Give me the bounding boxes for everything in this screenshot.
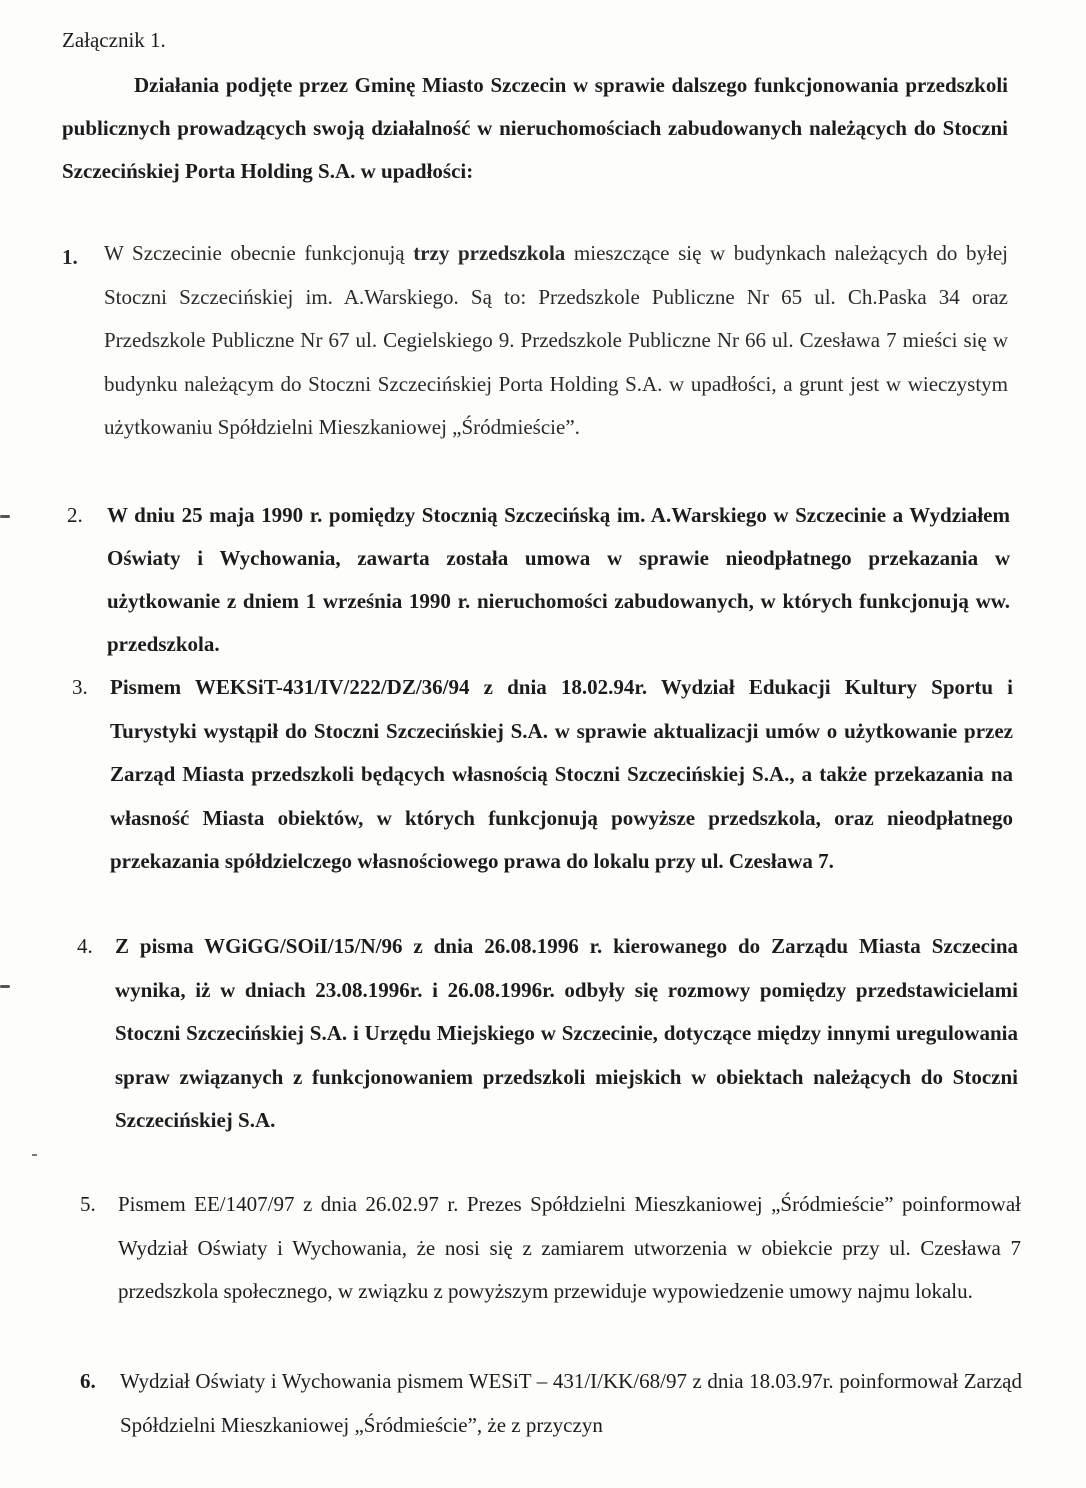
list-item-5	[80, 1183, 1021, 1314]
item-number: 4.	[77, 934, 93, 958]
item-text: W dniu 25 maja 1990 r. pomiędzy Stocznią Szczecińską im. A.Warskiego w Szczecinie a Wydziałem Oświaty i Wychowania, zawarta została umowa w sprawie nieodpłatnego przekazania w użytkowanie z dniem 1 września 1990 r. nieruchomości zabudowanych, w których funkcjonują ww. przedszkola.	[107, 503, 1010, 656]
attachment-header: Załącznik 1.	[62, 28, 166, 52]
item-text: Z pisma WGiGG/SOiI/15/N/96 z dnia 26.08.1996 r. kierowanego do Zarządu Miasta Szczecina wynika, iż w dniach 23.08.1996r. i 26.08.1996r. odbyły się rozmowy pomiędzy przedstawicielami Stoczni Szczecińskiej S.A. i Urzędu Miejskiego w Szczecinie, dotyczące między innymi uregulowania spraw związanych z funkcjonowaniem przedszkoli miejskich w obiektach należących do Stoczni Szczecińskiej S.A.	[115, 934, 1018, 1132]
document-title: Działania podjęte przez Gminę Miasto Szczecin w sprawie dalszego funkcjonowania przedszkoli publicznych prowadzących swoją działalność w nieruchomościach zabudowanych należących do Stoczni Szczecińskiej Porta Holding S.A. w upadłości:	[62, 73, 1008, 183]
item-text-bold: trzy przedszkola	[413, 241, 566, 265]
list-item-4	[77, 925, 1018, 1143]
item-number: 1.	[62, 245, 78, 269]
scan-artifact	[32, 1154, 37, 1156]
list-item-6	[80, 1360, 1022, 1447]
item-text: Pismem EE/1407/97 z dnia 26.02.97 r. Prezes Spółdzielni Mieszkaniowej „Śródmieście” poinformował Wydział Oświaty i Wychowania, że nosi się z zamiarem utworzenia w obiekcie przy ul. Czesława 7 przedszkola społecznego, w związku z powyższym przewiduje wypowiedzenie umowy najmu lokalu.	[118, 1192, 1021, 1303]
item-text-part: W Szczecinie obecnie funkcjonują	[104, 241, 414, 265]
item-text: Pismem WEKSiT-431/IV/222/DZ/36/94 z dnia 18.02.94r. Wydział Edukacji Kultury Sportu i Turystyki wystąpił do Stoczni Szczecińskiej S.A. w sprawie aktualizacji umów o użytkowanie przez Zarząd Miasta przedszkoli będących własnością Stoczni Szczecińskiej S.A., a także przekazania na własność Miasta obiektów, w których funkcjonują powyższe przedszkola, oraz nieodpłatnego przekazania spółdzielczego własnościowego prawa do lokalu przy ul. Czesława 7.	[110, 675, 1013, 873]
item-number: 5.	[80, 1192, 96, 1216]
item-number: 2.	[67, 503, 83, 527]
item-text-part: mieszczące się w budynkach należących do byłej Stoczni Szczecińskiej im. A.Warskiego. Są to: Przedszkole Publiczne Nr 65 ul. Ch.Paska 34 oraz Przedszkole Publiczne Nr 67 ul. Cegielskiego 9. Przedszkole Publiczne Nr 66 ul. Czesława 7 mieści się w budynku należącym do Stoczni Szczecińskiej Porta Holding S.A. w upadłości, a grunt jest w wieczystym użytkowaniu Spółdzielni Mieszkaniowej „Śródmieście”.	[104, 241, 1008, 439]
list-item-2	[67, 494, 1010, 666]
list-item-1	[62, 232, 1008, 450]
item-text: Wydział Oświaty i Wychowania pismem WESiT – 431/I/KK/68/97 z dnia 18.03.97r. poinformował Zarząd Spółdzielni Mieszkaniowej „Śródmieście”, że z przyczyn	[120, 1369, 1022, 1437]
item-number: 3.	[72, 675, 88, 699]
list-item-3	[72, 666, 1013, 884]
item-number: 6.	[80, 1369, 96, 1393]
binder-hole-mark	[0, 515, 10, 518]
item-text	[104, 232, 1008, 450]
binder-hole-mark	[0, 985, 10, 988]
